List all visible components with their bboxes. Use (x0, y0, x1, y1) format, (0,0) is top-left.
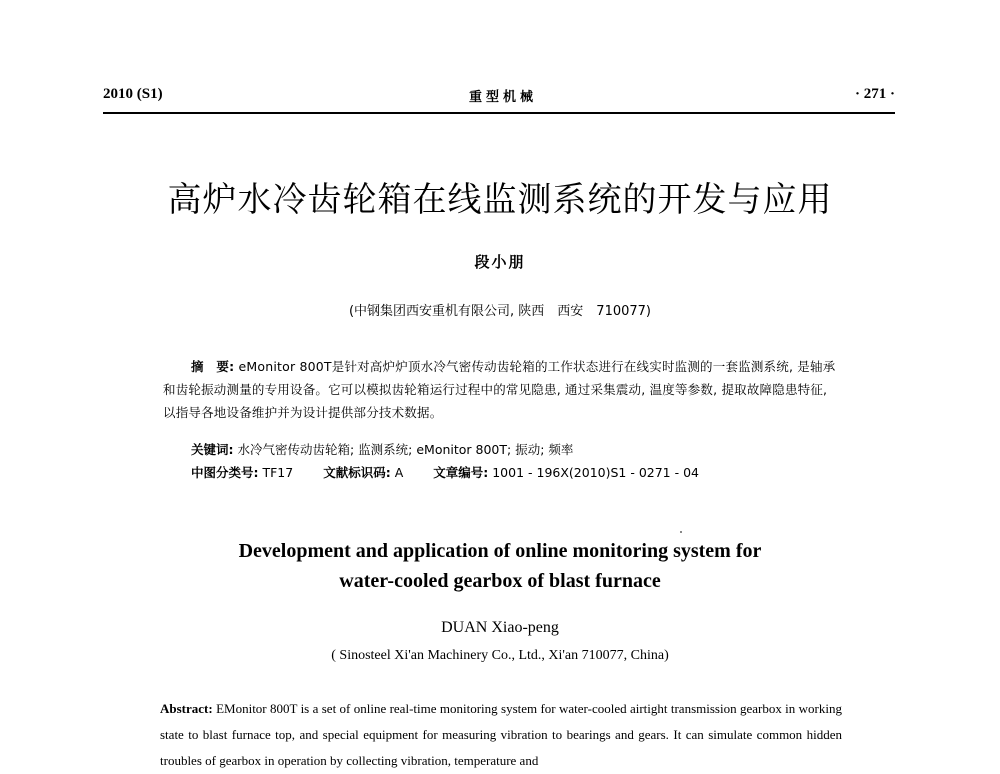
english-title (0, 536, 1000, 596)
chinese-abstract (163, 355, 840, 424)
english-abstract-text: EMonitor 800T is a set of online real-time monitoring system for water-cooled airtight transmission gearbox in working state to blast furnace top, and special equipment for measuring vibration to bearings and gears. It can simulate common hidden troubles of gearbox in operation by collecting vibration, temperature and (160, 701, 842, 768)
keywords-text: 水冷气密传动齿轮箱; 监测系统; eMonitor 800T; 振动; 频率 (233, 442, 574, 457)
article-no-value: 1001 - 196X(2010)S1 - 0271 - 04 (488, 465, 699, 480)
header-rule (103, 112, 895, 114)
clc-value: TF17 (258, 465, 294, 480)
article-no-label: 文章编号: (433, 465, 489, 480)
chinese-author: 段小朋 (474, 253, 526, 271)
doc-code-label: 文献标识码: (323, 465, 391, 480)
english-author: DUAN Xiao-peng (441, 619, 559, 636)
chinese-abstract-text: eMonitor 800T是针对高炉炉顶水冷气密传动齿轮箱的工作状态进行在线实时监测的一套监测系统, 是轴承和齿轮振动测量的专用设备。它可以模拟齿轮箱运行过程中的常见隐患, 通过采集震动, 温度等参数, 提取故障隐患特征, 以指导各地设备维护并为设计提供部分技术数据。 (163, 359, 836, 420)
chinese-keywords (191, 440, 573, 460)
chinese-affiliation: (中钢集团西安重机有限公司, 陕西 西安 710077) (348, 304, 652, 319)
classification-line (191, 463, 699, 483)
journal-name: 重型机械 (468, 90, 537, 105)
english-abstract (160, 696, 842, 774)
journal-issue: 2010 (S1) (103, 86, 163, 102)
chinese-abstract-label: 摘 要: (191, 359, 235, 374)
english-affiliation: ( Sinosteel Xi'an Machinery Co., Ltd., Xi'an 710077, China) (331, 648, 669, 663)
page-number: · 271 · (854, 86, 895, 102)
chinese-title: 高炉水冷齿轮箱在线监测系统的开发与应用 (167, 180, 833, 220)
running-header (103, 86, 895, 110)
doc-code-value: A (390, 465, 404, 480)
clc-label: 中图分类号: (191, 465, 259, 480)
english-abstract-label: Abstract: (160, 701, 213, 716)
english-title-line-1: Development and application of online monitoring system for (238, 540, 762, 562)
english-title-line-2: water-cooled gearbox of blast furnace (339, 570, 661, 592)
scan-speck (680, 531, 682, 533)
keywords-label: 关键词: (191, 442, 234, 457)
